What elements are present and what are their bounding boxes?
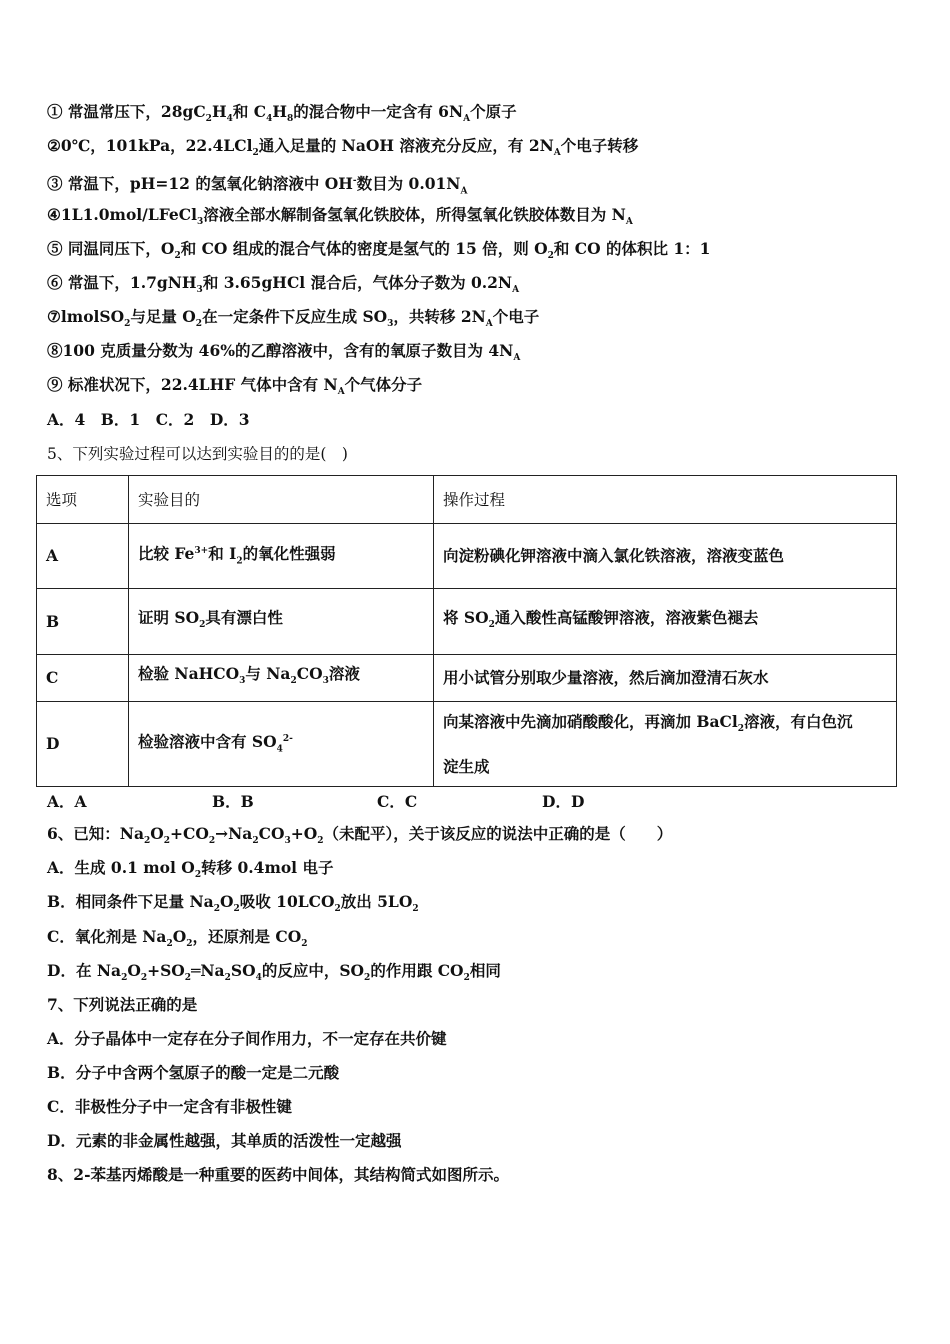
q7-stem: 7、下列说法正确的是 xyxy=(47,995,198,1014)
row-procedure: 向某溶液中先滴加硝酸酸化，再滴加 BaCl$_2$溶液，有白色沉 淀生成 xyxy=(434,702,897,787)
statement-9: ⑨ 标准状况下，22.4LHF 气体中含有 $N_A$个气体分子 xyxy=(47,375,423,398)
header-purpose: 实验目的 xyxy=(129,476,434,524)
q6-stem: 6、已知：$Na_2O_2+CO_2\to Na_2CO_3+O_2$（未配平），关于该反应的说法中正确的是（ ） xyxy=(47,824,673,847)
statement-7: ⑦lmolSO$_2$与足量 $O_2$在一定条件下反应生成 $SO_3$，共转移 $2N_A$个电子 xyxy=(47,307,540,330)
table-row xyxy=(37,702,897,787)
row-purpose: 检验 NaHCO$_3$与 $Na_2CO_3$溶液 xyxy=(129,655,434,702)
header-option: 选项 xyxy=(37,476,129,524)
choice-a: A．A xyxy=(47,792,87,811)
statement-6: ⑥ 常温下，1.7gNH$_3$和 3.65gHCl 混合后，气体分子数为 $0.2N_A$ xyxy=(47,273,520,296)
row-purpose: 比较 $Fe^{3+}$和 $I_2$的氧化性强弱 xyxy=(129,524,434,589)
row-procedure: 将 $SO_2$通入酸性高锰酸钾溶液，溶液紫色褪去 xyxy=(434,589,897,655)
choice-d: D．D xyxy=(542,792,585,811)
row-procedure: 向淀粉碘化钾溶液中滴入氯化铁溶液，溶液变蓝色 xyxy=(434,524,897,589)
q6-option-b: B．相同条件下足量 $Na_2O_2$吸收 $10LCO_2$放出 $5LO_2$ xyxy=(47,892,419,915)
table-row xyxy=(37,655,897,702)
q7-option-a: A．分子晶体中一定存在分子间作用力，不一定存在共价键 xyxy=(47,1029,447,1048)
row-purpose: 证明 $SO_2$具有漂白性 xyxy=(129,589,434,655)
q8-stem: 8、2-苯基丙烯酸是一种重要的医药中间体，其结构简式如图所示。 xyxy=(47,1165,510,1184)
row-option: D xyxy=(37,702,129,787)
statement-4: ④1L1.0mol/LFeCl$_3$溶液全部水解制备氢氧化铁胶体，所得氢氧化铁胶体数目为 $N_A$ xyxy=(47,205,633,228)
q6-option-c: C．氧化剂是 $Na_2O_2$，还原剂是 $CO_2$ xyxy=(47,927,308,950)
header-procedure: 操作过程 xyxy=(434,476,897,524)
row-option: C xyxy=(37,655,129,702)
table-row xyxy=(37,524,897,589)
q6-option-d: D．在 $Na_2O_2+SO_2═Na_2SO_4$的反应中，$SO_2$的作用跟 $CO_2$相同 xyxy=(47,961,501,984)
choice-c: C．C xyxy=(377,792,418,811)
row-option: A xyxy=(37,524,129,589)
row-option: B xyxy=(37,589,129,655)
q5-stem: 5、下列实验过程可以达到实验目的的是( ) xyxy=(47,445,348,463)
table-header-row xyxy=(37,476,897,524)
statement-3: ③ 常温下，pH=12 的氢氧化钠溶液中 OH-数目为 $0.01N_A$ xyxy=(47,174,468,197)
statement-5: ⑤ 同温同压下，$O_2$和 CO 组成的混合气体的密度是氢气的 15 倍，则 $O_2$和 CO 的体积比 1：1 xyxy=(47,239,711,262)
row-purpose: 检验溶液中含有 $SO_4^{2-}$ xyxy=(129,702,434,787)
statement-8: ⑧100 克质量分数为 46%的乙醇溶液中，含有的氧原子数目为 $4N_A$ xyxy=(47,341,521,364)
row-procedure: 用小试管分别取少量溶液，然后滴加澄清石灰水 xyxy=(434,655,897,702)
q4-answer-choices: A．4 B．1 C．2 D．3 xyxy=(47,410,250,429)
experiment-table xyxy=(36,475,897,787)
q5-answer-choices xyxy=(47,790,647,810)
q7-option-b: B．分子中含两个氢原子的酸一定是二元酸 xyxy=(47,1063,340,1082)
q7-option-c: C．非极性分子中一定含有非极性键 xyxy=(47,1097,292,1116)
statement-2: ②0℃，101kPa，22.4LCl$_2$通入足量的 NaOH 溶液充分反应，有 $2N_A$个电子转移 xyxy=(47,136,639,159)
q6-option-a: A．生成 0.1 mol $O_2$转移 0.4mol 电子 xyxy=(47,858,334,881)
statement-1: ① 常温常压下，$28gC_2H_4$和 $C_4H_8$的混合物中一定含有 $6N_A$个原子 xyxy=(47,102,517,125)
choice-b: B．B xyxy=(212,792,254,811)
table-row xyxy=(37,589,897,655)
q7-option-d: D．元素的非金属性越强，其单质的活泼性一定越强 xyxy=(47,1131,402,1150)
